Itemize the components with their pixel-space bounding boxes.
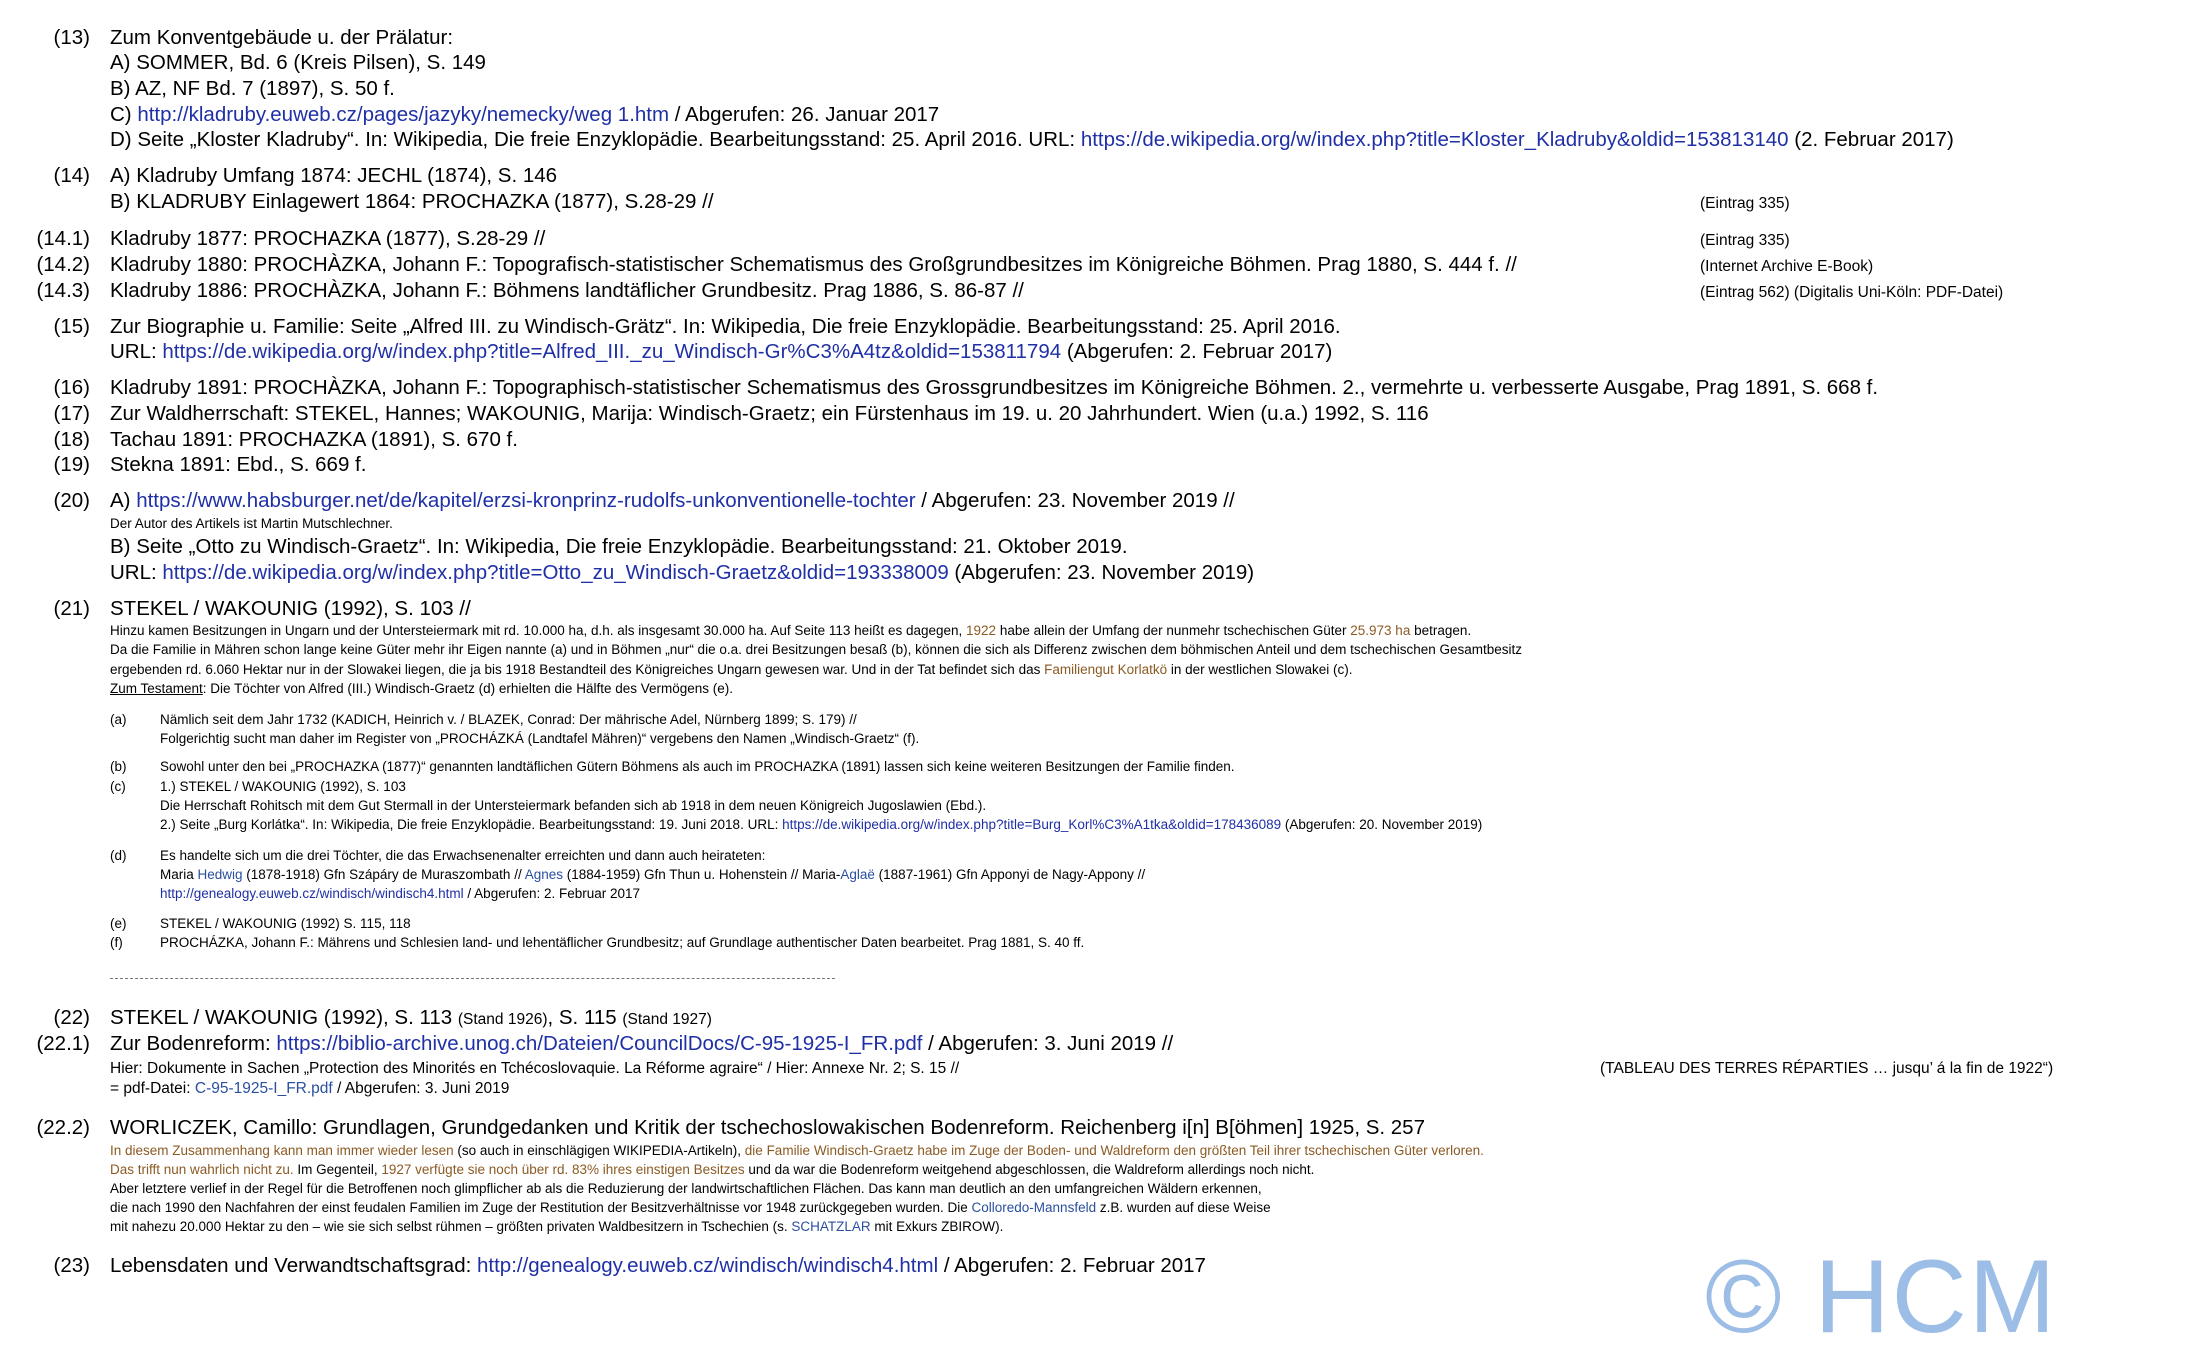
entry-22-2-para-1 <box>110 1144 1484 1158</box>
entry-22-text-2: , S. 115 <box>547 1006 623 1029</box>
entry-21-para-1 <box>110 624 1471 638</box>
entry-20-a-link[interactable]: https://www.habsburger.net/de/kapitel/erzsi-kronprinz-rudolfs-unkonventionelle-tochter <box>136 489 916 512</box>
entry-21-para-3 <box>110 663 1352 677</box>
entry-15-b-suffix: (Abgerufen: 2. Februar 2017) <box>1061 340 1333 363</box>
footnote-c-line-3-prefix: 2.) Seite „Burg Korlátka“. In: Wikipedia, Die freie Enzyklopädie. Bearbeitungsstand: 19. Juni 2018. URL: <box>160 817 783 832</box>
entry-20-c-prefix: URL: <box>110 561 163 584</box>
entry-13-d-suffix: (2. Februar 2017) <box>1788 128 1954 151</box>
entry-21-para-2: Da die Familie in Mähren schon lange keine Güter mehr ihr Eigen nannte (a) und in Böhmen „nur“ die o.a. drei Besitzungen besaß (b), können die sich als Differenz zwischen dem böhmischen Anteil und dem tschechischen Gesamtbesitz <box>110 642 1523 657</box>
footnote-a-line-2: Folgerichtig sucht man daher im Register von „PROCHÁZKÁ (Landtafel Mähren)“ vergebens den Namen „Windisch-Graetz“ (f). <box>160 731 920 746</box>
entry-14-1-text: Kladruby 1877: PROCHAZKA (1877), S.28-29 // <box>110 227 546 250</box>
entry-14-2-note: (Internet Archive E-Book) <box>1700 258 1874 275</box>
entry-number-23: (23) <box>53 1254 90 1277</box>
footnote-f-label: (f) <box>110 935 123 950</box>
colloredo-link[interactable]: Colloredo-Mannsfeld <box>971 1200 1097 1215</box>
entry-22-2-para-1-text-2: (so auch in einschlägigen WIKIPEDIA-Artikeln), <box>453 1143 745 1158</box>
footnote-c-line-3 <box>160 818 1482 832</box>
entry-13-d-prefix: D) Seite „Kloster Kladruby“. In: Wikipedia, Die freie Enzyklopädie. Bearbeitungsstand: 25. April 2016. URL: <box>110 128 1081 151</box>
footnote-b-label: (b) <box>110 759 127 774</box>
entry-23-text <box>110 1256 1206 1277</box>
entry-20-a-prefix: A) <box>110 489 137 512</box>
entry-13-a: A) SOMMER, Bd. 6 (Kreis Pilsen), S. 149 <box>110 51 486 74</box>
pdf-file-link[interactable]: C-95-1925-I_FR.pdf <box>194 1080 333 1097</box>
entry-22-2-para-4-text-1: die nach 1990 den Nachfahren der einst feudalen Familien im Zuge der Restitution der Besitzverhältnisse vor 1948 zurückgegeben wurden. Die <box>110 1200 972 1215</box>
entry-14-3-note: (Eintrag 562) (Digitalis Uni-Köln: PDF-Datei) <box>1700 284 2004 301</box>
entry-17-text: Zur Waldherrschaft: STEKEL, Hannes; WAKOUNIG, Marija: Windisch-Graetz; ein Fürstenhaus im 19. u. 20 Jahrhundert. Wien (u.a.) 1992, S. 116 <box>110 402 1429 425</box>
entry-14-b-note: (Eintrag 335) <box>1700 195 1790 212</box>
footnote-c-line-3-suffix: (Abgerufen: 20. November 2019) <box>1281 817 1483 832</box>
entry-20-note: Der Autor des Artikels ist Martin Mutschlechner. <box>110 516 393 531</box>
entry-22-text-1: STEKEL / WAKOUNIG (1992), S. 113 <box>110 1006 458 1029</box>
footnote-d-line-3-suffix: / Abgerufen: 2. Februar 2017 <box>463 886 641 901</box>
entry-21-para-1-text-2: habe allein der Umfang der nunmehr tschechischen Güter <box>996 623 1351 638</box>
entry-22-1-pdf-suffix: / Abgerufen: 3. Juni 2019 <box>332 1080 510 1097</box>
footnote-b-line-1: Sowohl unter den bei „PROCHAZKA (1877)“ genannten landtäflichen Gütern Böhmens als auch im PROCHAZKA (1891) lassen sich keine weiteren Besitzungen der Familie finden. <box>160 759 1235 774</box>
entry-number-22-1: (22.1) <box>36 1032 90 1055</box>
entry-number-22: (22) <box>53 1006 90 1029</box>
entry-20-c <box>110 563 1254 584</box>
entry-number-19: (19) <box>53 453 90 476</box>
entry-number-17: (17) <box>53 402 90 425</box>
entry-14-a: A) Kladruby Umfang 1874: JECHL (1874), S. 146 <box>110 164 558 187</box>
entry-number-18: (18) <box>53 428 90 451</box>
entry-number-20: (20) <box>53 489 90 512</box>
footnote-c-line-2: Die Herrschaft Rohitsch mit dem Gut Stermall in der Untersteiermark befanden sich ab 1918 in dem neuen Königreich Jugoslawien (Ebd.). <box>160 798 987 813</box>
entry-21-para-4-text: : Die Töchter von Alfred (III.) Windisch-Graetz (d) erhielten die Hälfte des Vermögens (e). <box>202 681 734 696</box>
entry-22-2-para-2-text-1: Das trifft nun wahrlich nicht zu. <box>110 1162 294 1177</box>
entry-22-1-pdf-prefix: = pdf-Datei: <box>110 1080 195 1097</box>
footnote-d-line-2 <box>160 868 1145 882</box>
footnote-d-text-3: (1884-1959) Gfn Thun u. Hohenstein // Maria- <box>562 867 841 882</box>
entry-13-c-link[interactable]: http://kladruby.euweb.cz/pages/jazyky/nemecky/weg 1.htm <box>137 103 670 126</box>
entry-19-text: Stekna 1891: Ebd., S. 669 f. <box>110 453 367 476</box>
footnote-d-text-4: (1887-1961) Gfn Apponyi de Nagy-Appony // <box>874 867 1146 882</box>
entry-number-14-2: (14.2) <box>36 253 90 276</box>
entry-13-b: B) AZ, NF Bd. 7 (1897), S. 50 f. <box>110 77 395 100</box>
entry-22-2-para-1-text-3: die Familie Windisch-Graetz habe im Zuge der Boden- und Waldreform den größten Teil ihrer tschechischen Güter verloren. <box>744 1143 1484 1158</box>
entry-13-c <box>110 105 939 126</box>
entry-number-14: (14) <box>53 164 90 187</box>
entry-20-c-link[interactable]: https://de.wikipedia.org/w/index.php?title=Otto_zu_Windisch-Graetz&oldid=193338009 <box>162 561 949 584</box>
entry-22-2-para-5-text-1: mit nahezu 20.000 Hektar zu den – wie sie sich selbst rühmen – größten privaten Waldbesitzern in Tschechien (s. <box>110 1219 792 1234</box>
entry-22-1-suffix: / Abgerufen: 3. Juni 2019 // <box>922 1032 1174 1055</box>
hedwig-link[interactable]: Hedwig <box>197 867 243 882</box>
entry-number-14-1: (14.1) <box>36 227 90 250</box>
entry-14-b: B) KLADRUBY Einlagewert 1864: PROCHAZKA (1877), S.28-29 // <box>110 190 714 213</box>
entry-20-a <box>110 491 1235 512</box>
entry-22-1-prefix: Zur Bodenreform: <box>110 1032 277 1055</box>
entry-15-a: Zur Biographie u. Familie: Seite „Alfred III. zu Windisch-Grätz“. In: Wikipedia, Die freie Enzyklopädie. Bearbeitungsstand: 25. April 2016. <box>110 315 1341 338</box>
entry-15-b <box>110 342 1332 363</box>
entry-number-22-2: (22.2) <box>36 1116 90 1139</box>
entry-21-para-3-text: ergebenden rd. 6.060 Hektar nur in der Slowakei liegen, die ja bis 1918 Bestandteil des Königreiches Ungarn gewesen war. Und in der Tat befindet sich das <box>110 662 1045 677</box>
entry-number-13: (13) <box>53 26 90 49</box>
entry-22-2-para-4 <box>110 1201 1271 1215</box>
footnote-e-label: (e) <box>110 916 127 931</box>
familiengut-link[interactable]: Familiengut Korlatkö <box>1044 662 1168 677</box>
footnote-a-label: (a) <box>110 712 127 727</box>
entry-15-link[interactable]: https://de.wikipedia.org/w/index.php?title=Alfred_III._zu_Windisch-Gr%C3%A4tz&oldid=153811794 <box>162 340 1062 363</box>
entry-22-1-pdf <box>110 1081 509 1097</box>
stand-1926: (Stand 1926) <box>457 1011 548 1028</box>
footnote-e-line-1: STEKEL / WAKOUNIG (1992) S. 115, 118 <box>160 916 411 931</box>
entry-15-b-prefix: URL: <box>110 340 163 363</box>
year-1922-highlight: 1922 <box>966 623 997 638</box>
entry-22-2-para-3: Aber letztere verlief in der Regel für die Betroffenen noch glimpflicher ab als die Reduzierung der landwirtschaftlichen Flächen. Das kann man deutlich an den umfangreichen Wäldern erkennen, <box>110 1181 1262 1196</box>
footnote-c-label: (c) <box>110 779 126 794</box>
copyright-watermark: © HCM <box>1705 1239 2058 1355</box>
entry-13-c-prefix: C) <box>110 103 138 126</box>
entry-22-2-para-2-text-3: 1927 verfügte sie noch über rd. 83% ihres einstigen Besitzes <box>381 1162 745 1177</box>
entry-21-para-1-text-3: betragen. <box>1410 623 1472 638</box>
schatzlar-link[interactable]: SCHATZLAR <box>791 1219 871 1234</box>
entry-number-15: (15) <box>53 315 90 338</box>
entry-20-c-suffix: (Abgerufen: 23. November 2019) <box>948 561 1255 584</box>
entry-13-d <box>110 130 1954 151</box>
entry-23-prefix: Lebensdaten und Verwandtschaftsgrad: <box>110 1254 477 1277</box>
entry-21-para-4 <box>110 682 733 696</box>
entry-22-1-text <box>110 1034 1173 1055</box>
footnote-d-line-1: Es handelte sich um die drei Töchter, die das Erwachsenenalter erreichten und dann auch heirateten: <box>160 848 766 863</box>
footnote-d-text-1: Maria <box>160 867 198 882</box>
footnote-d-link[interactable]: http://genealogy.euweb.cz/windisch/windisch4.html <box>160 886 464 901</box>
entry-18-text: Tachau 1891: PROCHAZKA (1891), S. 670 f. <box>110 428 518 451</box>
entry-21-para-1-text: Hinzu kamen Besitzungen in Ungarn und der Untersteiermark mit rd. 10.000 ha, d.h. als insgesamt 30.000 ha. Auf Seite 113 heißt es dagegen, <box>110 623 967 638</box>
testament-label: Zum Testament <box>110 681 203 696</box>
entry-22-1-hier: Hier: Dokumente in Sachen „Protection des Minorités en Tchécoslovaquie. La Réforme agraire“ / Hier: Annexe Nr. 2; S. 15 // <box>110 1060 960 1077</box>
entry-22-2-para-1-text-1: In diesem Zusammenhang kann man immer wieder lesen <box>110 1143 454 1158</box>
entry-23-link[interactable]: http://genealogy.euweb.cz/windisch/windisch4.html <box>477 1254 939 1277</box>
entry-22-2-para-5 <box>110 1220 1003 1234</box>
entry-23-suffix: / Abgerufen: 2. Februar 2017 <box>938 1254 1206 1277</box>
entry-22-text <box>110 1008 712 1029</box>
entry-13-d-link[interactable]: https://de.wikipedia.org/w/index.php?title=Kloster_Kladruby&oldid=153813140 <box>1080 128 1789 151</box>
entry-22-2-para-5-text-2: mit Exkurs ZBIROW). <box>870 1219 1004 1234</box>
entry-20-a-suffix: / Abgerufen: 23. November 2019 // <box>915 489 1235 512</box>
entry-16-text: Kladruby 1891: PROCHÀZKA, Johann F.: Topographisch-statistischer Schematismus des Grossgrundbesitzes im Königreiche Böhmen. 2., vermehrte u. verbesserte Ausgabe, Prag 1891, S. 668 f. <box>110 376 1879 399</box>
entry-22-2-para-2-text-2: Im Gegenteil, <box>293 1162 382 1177</box>
entry-14-1-note: (Eintrag 335) <box>1700 232 1790 249</box>
dashed-divider <box>110 978 835 979</box>
entry-13-heading: Zum Konventgebäude u. der Prälatur: <box>110 26 454 49</box>
footnote-c-line-1: 1.) STEKEL / WAKOUNIG (1992), S. 103 <box>160 779 406 794</box>
entry-22-1-link[interactable]: https://biblio-archive.unog.ch/Dateien/CouncilDocs/C-95-1925-I_FR.pdf <box>276 1032 923 1055</box>
footnote-a-line-1: Nämlich seit dem Jahr 1732 (KADICH, Heinrich v. / BLAZEK, Conrad: Der mährische Adel, Nürnberg 1899; S. 179) // <box>160 712 857 727</box>
entry-14-3-text: Kladruby 1886: PROCHÀZKA, Johann F.: Böhmens landtäflicher Grundbesitz. Prag 1886, S. 86-87 // <box>110 279 1024 302</box>
entry-13-c-suffix: / Abgerufen: 26. Januar 2017 <box>669 103 940 126</box>
stand-1927: (Stand 1927) <box>622 1011 712 1028</box>
entry-21-para-3-text-2: in der westlichen Slowakei (c). <box>1167 662 1353 677</box>
entry-14-2-text: Kladruby 1880: PROCHÀZKA, Johann F.: Topografisch-statistischer Schematismus des Großgrundbesitzes im Königreiche Böhmen. Prag 1880, S. 444 f. // <box>110 253 1517 276</box>
footnote-d-line-3 <box>160 887 640 901</box>
aglae-link[interactable]: Aglaë <box>840 867 875 882</box>
footnote-c-link[interactable]: https://de.wikipedia.org/w/index.php?title=Burg_Korl%C3%A1tka&oldid=178436089 <box>782 817 1282 832</box>
entry-21-heading: STEKEL / WAKOUNIG (1992), S. 103 // <box>110 597 471 620</box>
entry-number-21: (21) <box>53 597 90 620</box>
area-highlight: 25.973 ha <box>1350 623 1411 638</box>
entry-number-16: (16) <box>53 376 90 399</box>
entry-22-2-text: WORLICZEK, Camillo: Grundlagen, Grundgedanken und Kritik der tschechoslowakischen Bodenreform. Reichenberg i[n] B[öhmen] 1925, S. 257 <box>110 1116 1425 1139</box>
entry-22-2-para-2-text-4: und da war die Bodenreform weitgehend abgeschlossen, die Waldreform allerdings noch nicht. <box>744 1162 1315 1177</box>
footnote-f-line-1: PROCHÁZKA, Johann F.: Mährens und Schlesien land- und lehentäflicher Grundbesitz; auf Grundlage authentischer Daten bearbeitet. Prag 1881, S. 40 ff. <box>160 935 1085 950</box>
entry-22-2-para-4-text-2: z.B. wurden auf diese Weise <box>1096 1200 1271 1215</box>
entry-number-14-3: (14.3) <box>36 279 90 302</box>
entry-22-2-para-2 <box>110 1163 1314 1177</box>
entry-20-b: B) Seite „Otto zu Windisch-Graetz“. In: Wikipedia, Die freie Enzyklopädie. Bearbeitungsstand: 21. Oktober 2019. <box>110 535 1128 558</box>
footnote-d-text-2: (1878-1918) Gfn Szápáry de Muraszombath // <box>242 867 525 882</box>
agnes-link[interactable]: Agnes <box>524 867 563 882</box>
entry-22-1-note: (TABLEAU DES TERRES RÉPARTIES … jusqu’ á la fin de 1922“) <box>1600 1060 2054 1077</box>
footnote-d-label: (d) <box>110 848 127 863</box>
